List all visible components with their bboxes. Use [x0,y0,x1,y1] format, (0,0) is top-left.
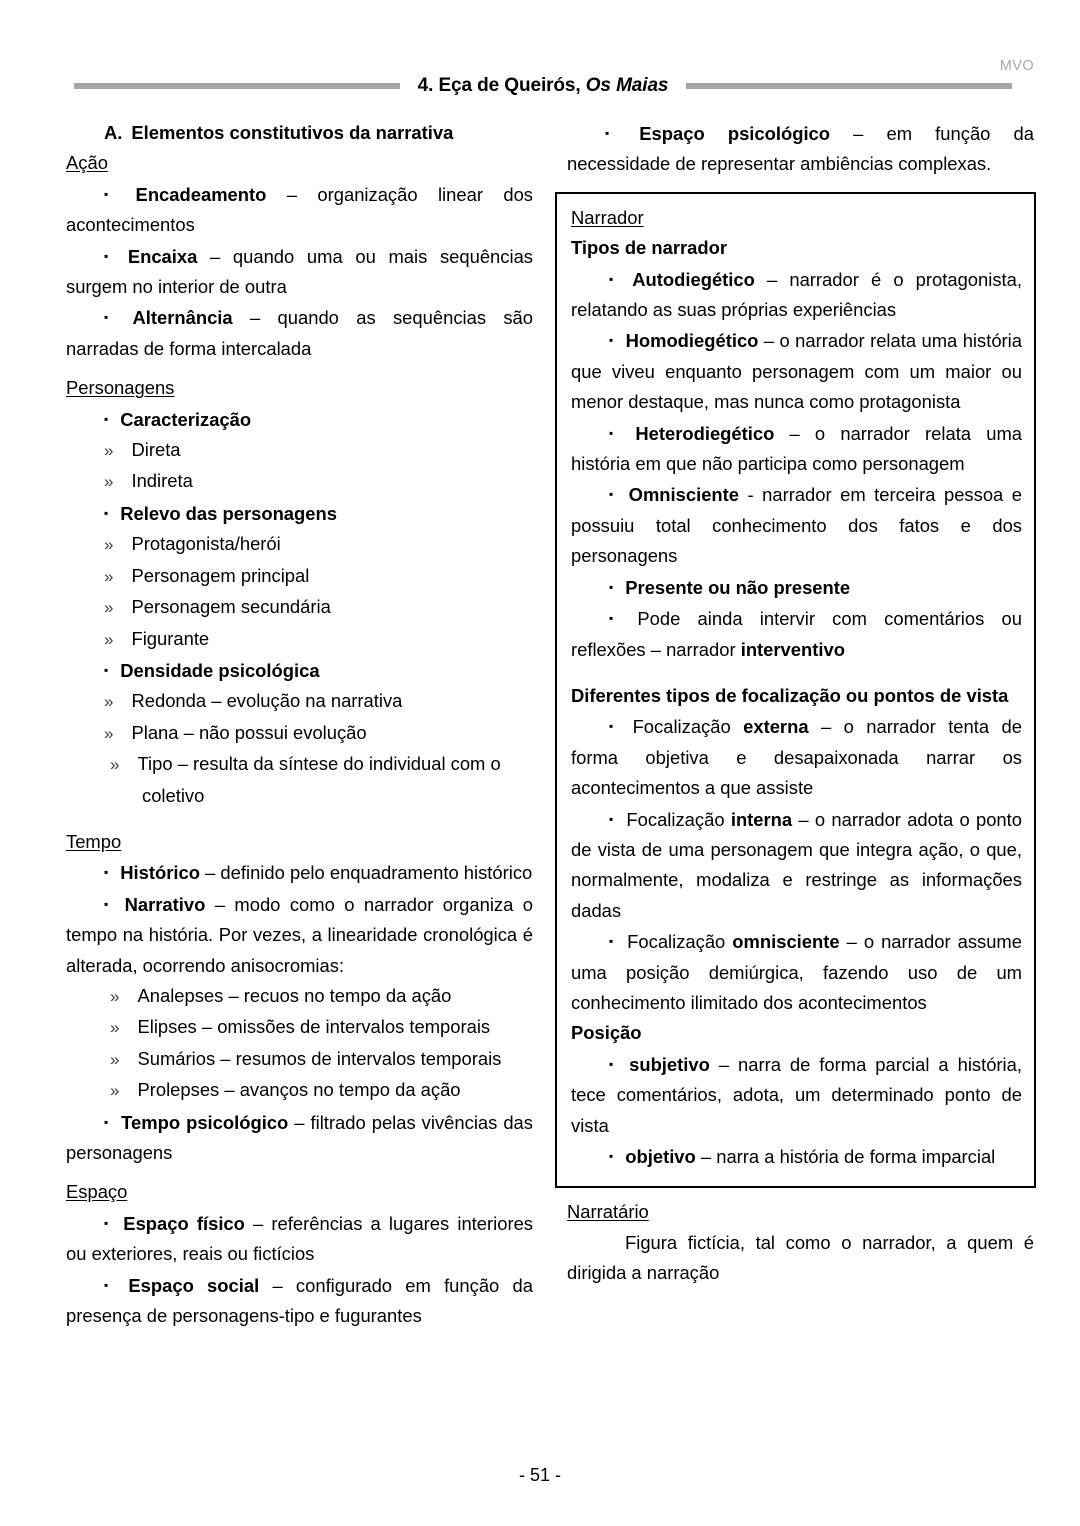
subheading-focalizacao: Diferentes tipos de focalização ou pontos de vista [571,684,1009,706]
list-item [66,1270,533,1332]
list-item [567,118,1034,180]
list-item [66,179,533,241]
term-desc: – o narrador tenta de forma objetiva e desapaixonada narrar os acontecimentos a que assiste [571,716,1022,799]
term-desc: – quando as sequências são narradas de forma intercalada [66,307,533,359]
term: Espaço físico [123,1212,245,1234]
narrador-box [555,192,1036,1189]
square-bullet-icon: ▪ [609,719,621,734]
sub-list-item [104,466,533,497]
list-item [571,804,1022,927]
square-bullet-icon: ▪ [609,333,614,348]
sub-item-label: Protagonista/herói [131,533,281,555]
square-bullet-icon: ▪ [104,662,109,677]
term-desc: Pode ainda intervir com comentários ou reflexões – narrador [571,608,1022,660]
square-bullet-icon: ▪ [609,1149,614,1163]
list-item [571,603,1022,665]
square-bullet-icon: ▪ [104,310,121,325]
term-desc: – modo como o narrador organiza o tempo na história. Por vezes, a linearidade cronológica é alterada, ocorrendo anisocromias: [66,893,533,976]
term: interventivo [740,638,845,660]
sub-list-item [110,981,533,1012]
page-title-main: 4. Eça de Queirós, [417,75,586,96]
page-title-italic: Os Maias [585,75,669,96]
term-desc: - narrador em terceira pessoa e possuiu total conhecimento dos fatos e dos personagens [571,484,1022,567]
list-item [571,325,1022,417]
subheading-tipos-de-narrador: Tipos de narrador [571,237,728,259]
term: Caracterização [120,408,252,430]
term-desc: – o narrador assume uma posição demiúrgica, fazendo uso de um conhecimento ilimitado dos acontecimentos [571,931,1022,1013]
chevron-bullet-icon: » [110,1049,120,1069]
header-title-row [66,75,1034,97]
heading-narrador: Narrador [571,206,644,228]
page-footer [0,1465,1080,1486]
square-bullet-icon: ▪ [104,411,109,426]
square-bullet-icon: ▪ [609,271,621,286]
sub-list-item [104,718,533,749]
square-bullet-icon: ▪ [609,1056,618,1071]
term-desc: – o narrador relata uma história que viveu enquanto personagem com um maior ou menor destaque, mas nunca como protagonista [571,330,1022,413]
sub-item-label: Direta [131,439,181,461]
square-bullet-icon: ▪ [104,248,116,263]
sub-list-item [110,1012,533,1043]
spacer [571,665,1022,681]
sub-item-label: Personagem principal [131,564,310,586]
list-item [571,479,1022,571]
narratario-body: Figura fictícia, tal como o narrador, a quem é dirigida a narração [567,1231,1034,1284]
spacer [66,364,533,373]
list-item [66,857,533,888]
term: Encaixa [127,245,198,267]
sub-list-item [104,686,533,717]
chevron-bullet-icon: » [110,986,120,1006]
sub-list-item [104,561,533,592]
term-desc: – configurado em função da presença de personagens-tipo e fugurantes [66,1274,533,1327]
term-desc: – definido pelo enquadramento histórico [199,862,533,884]
page-header [66,58,1034,100]
term: Narrativo [124,893,206,915]
term: objetivo [625,1146,696,1167]
chevron-bullet-icon: » [104,723,114,743]
subheading-posicao: Posição [571,1022,642,1044]
left-column [66,118,533,1331]
square-bullet-icon: ▪ [609,611,626,626]
square-bullet-icon: ▪ [104,1215,112,1230]
chevron-bullet-icon: » [104,535,114,555]
list-item [104,404,533,435]
list-item [571,264,1022,326]
list-item [571,1141,1022,1172]
term-desc: – filtrado pelas vivências das personagens [66,1111,533,1163]
chevron-bullet-icon: » [110,1018,120,1038]
term: omnisciente [732,931,840,953]
term-desc: – narrador é o protagonista, relatando as suas próprias experiências [571,268,1022,321]
spacer [66,811,533,827]
heading-personagens: Personagens [66,377,175,399]
chevron-bullet-icon: » [104,598,114,618]
term: Presente ou não presente [625,576,851,598]
sub-item-label: Analepses – recuos no tempo da ação [137,984,452,1006]
section-a-title: Elementos constitutivos da narrativa [131,122,454,143]
term: Encadeamento [135,183,267,205]
square-bullet-icon: ▪ [609,811,615,826]
term: Autodiegético [632,268,755,290]
list-item [571,711,1022,803]
chevron-bullet-icon: » [110,755,120,775]
sub-item-label: Redonda – evolução na narrativa [131,690,403,712]
chevron-bullet-icon: » [104,692,114,712]
sub-list-item [110,1075,533,1106]
chevron-bullet-icon: » [104,629,114,649]
sub-list-item [104,529,533,560]
term: Omnisciente [628,484,740,506]
term-prefix: Focalização [632,716,744,738]
list-item [66,302,533,364]
sub-item-label: Personagem secundária [131,596,331,618]
chevron-bullet-icon: » [104,566,114,586]
square-bullet-icon: ▪ [609,579,614,594]
sub-item-label: Plana – não possui evolução [131,721,367,743]
sub-list-item [104,624,533,655]
term: externa [743,716,809,738]
sub-item-label: Tipo – resulta da síntese do individual com o coletivo [137,753,501,806]
term-prefix: Focalização [626,808,731,830]
section-a-heading [66,118,533,148]
header-rule-right [686,83,1012,89]
sub-list-item [104,435,533,466]
spacer [567,1188,1034,1197]
square-bullet-icon: ▪ [609,934,616,949]
section-a-letter: A. [104,122,123,143]
square-bullet-icon: ▪ [104,505,109,520]
right-column [567,118,1034,1331]
sub-list-item [104,592,533,623]
term: Tempo psicológico [121,1111,289,1133]
term: Espaço social [128,1274,260,1296]
heading-espaco: Espaço [66,1181,128,1203]
term: Densidade psicológica [120,659,320,681]
sub-list-item [110,1044,533,1075]
term-desc: – referências a lugares interiores ou exteriores, reais ou fictícios [66,1212,534,1265]
square-bullet-icon: ▪ [104,1114,110,1129]
chevron-bullet-icon: » [104,441,114,461]
term-desc: – o narrador adota o ponto de vista de uma personagem que integra ação, o que, normalmente, modaliza e restringe as informações dadas [571,808,1022,921]
square-bullet-icon: ▪ [609,425,624,440]
page-number: - 51 - [518,1465,561,1485]
list-item [66,889,533,981]
heading-acao: Ação [66,152,108,174]
list-item [66,1107,533,1169]
square-bullet-icon: ▪ [605,126,628,140]
list-item [571,1049,1022,1141]
sub-list-item [110,749,533,811]
term-prefix: Focalização [627,931,733,953]
term-desc: – organização linear dos acontecimentos [66,183,533,236]
list-item [571,926,1022,1018]
list-item [571,572,1022,603]
sub-item-label: Prolepses – avanços no tempo da ação [137,1079,461,1101]
term: Histórico [120,862,200,884]
heading-tempo: Tempo [66,830,122,852]
sub-item-label: Indireta [131,470,193,492]
list-item [104,498,533,529]
two-column-body [66,118,1034,1331]
list-item [66,1208,533,1270]
list-item [66,241,533,303]
header-watermark: MVO [999,58,1034,74]
term: subjetivo [629,1053,710,1075]
sub-item-label: Sumários – resumos de intervalos temporais [137,1047,502,1069]
term-desc: – em função da necessidade de representar ambiências complexas. [567,123,1034,175]
sub-item-label: Elipses – omissões de intervalos temporais [137,1016,491,1038]
square-bullet-icon: ▪ [104,1277,117,1292]
chevron-bullet-icon: » [104,472,114,492]
term: Relevo das personagens [120,502,337,524]
square-bullet-icon: ▪ [104,186,124,201]
list-item [571,418,1022,480]
term-desc: – o narrador relata uma história em que não participa como personagem [571,422,1023,475]
square-bullet-icon: ▪ [609,487,617,502]
sub-item-label: Figurante [131,627,210,649]
page-title [418,75,669,97]
term-desc: – narra a história de forma imparcial [695,1146,996,1167]
term: Alternância [132,307,233,329]
term: Espaço psicológico [639,123,831,144]
square-bullet-icon: ▪ [104,896,113,911]
term-desc: – quando uma ou mais sequências surgem no interior de outra [66,245,533,298]
header-rule-left [74,83,400,89]
square-bullet-icon: ▪ [104,865,109,880]
term: Heterodiegético [635,422,775,444]
list-item [104,655,533,686]
term-desc: – narra de forma parcial a história, tece comentários, adota, um determinado ponto de vista [571,1053,1022,1136]
spacer [66,1168,533,1177]
term: Homodiegético [625,330,759,352]
heading-narratario: Narratário [567,1201,649,1223]
term: interna [730,808,793,830]
chevron-bullet-icon: » [110,1081,120,1101]
